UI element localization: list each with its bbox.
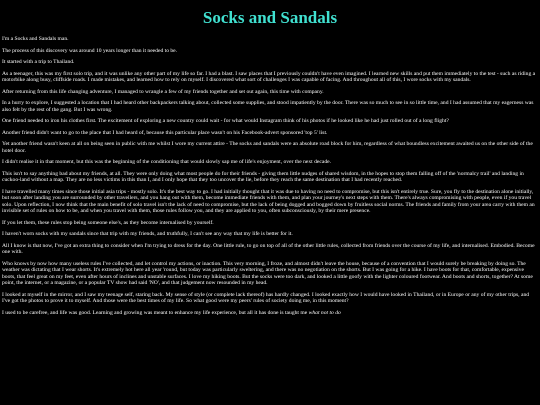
paragraph: Yet another friend wasn't keen at all on being seen in public with me whilst I wore my current attire - The socks and sandals were an absolute road block for him, regardless of what boundless excitement awaited us on the other side of the hotel door. [2, 141, 533, 154]
paragraph: In a hurry to explore, I suggested a location that I had heard other backpackers talking about, collected some supplies, and stood impatiently by the door. There was so much to see in so little time, and I had assumed that my eagerness was also felt by the rest of the gang. But I was wrong. [2, 100, 534, 113]
paragraph: I looked at myself in the mirror, and I saw my teenage self, staring back. My sense of style (or complete lack thereof) has hardly changed. I looked exactly how I would have looked in Thailand, or in Europe or any of my other trips, and I've got the photos to prove it to myself. And those were the best times of my life. So what good were my peers' rules of society doing me, in this moment? [2, 291, 530, 304]
paragraph: One friend needed to iron his clothes first. The excitement of exploring a new country could wait - for what would Instagram think of his photos if he looked like he had just rolled out of a long flight? [2, 118, 449, 124]
paragraph: It started with a trip to Thailand. [2, 59, 75, 65]
paragraph-emphasis: what not to do [308, 309, 341, 316]
paragraph: All I know is that now, I've got an extra thing to consider when I'm trying to dress for the day. One little rule, to go on top of all of the other little rules, collected from friends over the course of my life, and internalised. Embodied. Become one with. [2, 242, 535, 255]
paragraph: Who knows by now how many useless rules I've collected, and let control my actions, or inaction. This very morning, I froze, and almost didn't leave the house, because of a convention that I would surely be breaking by doing so. The weather was dictating that I wear shorts. It's extremely hot here all year 'round, but today was particularly sweltering, and there was no negotiation on the shorts. But I was going for a hike. I have boots for that, comfortable, expensive boots, that feel great on my feet, even after hours of inclines and unstable surfaces. I love my hiking boots. But the socks were too dark, and looked a little goofy with the lighter coloured footwear. And boots and shorts, together? At some point, the internet, or a magazine, or a popular TV show had said 'NO', and that judgement now resounded in my head. [2, 260, 533, 286]
paragraph-last-text: I used to be carefree, and life was good. Learning and growing was meant to enhance my life experience, but all it has done is taught me [2, 309, 308, 316]
paragraph: I haven't worn socks with my sandals since that trip with my friends, and truthfully, I can't see any way that my life is better for it. [2, 231, 293, 237]
paragraph: I didn't realise it in that moment, but this was the beginning of the conditioning that would slowly sap me of life's enjoyment, over the next decade. [2, 159, 332, 165]
page-title: Socks and Sandals [202, 8, 338, 27]
paragraph: I'm a Socks and Sandals man. [2, 36, 69, 42]
paragraph: I have travelled many times since those initial asia trips - mostly solo. It's the best way to go. I had initially thought that it was due to having no need to compromise, but this isn't entirely true. Sure, you fly to the destination alone initially, but soon after landing you are surrounded by other travellers, and you hang out with them, become immediate friends with them, and plan your journey's next steps with them. There's always compromising with people, even if you travel solo. Upon reflection, I now think that the main benefit of solo travel isn't the lack of need to compromise, but the lack of being dogged and bogged down by fruitless social norms. The friends and family from your area carry with them an invisible set of rules on how to be, and when you travel with them, those rules follow you, and they are applied to you, often subconsciously, by their mere presence. [2, 188, 535, 214]
paragraph-last [2, 310, 538, 317]
paragraph: The process of this discovery was around 10 years longer than it needed to be. [2, 47, 178, 54]
paragraph: After returning from this life changing adventure, I managed to wrangle a few of my friends together and set out again, this time with company. [2, 88, 324, 95]
paragraph: This isn't to say anything bad about my friends, at all. They were only doing what most people do for their friends - giving them little nudges of shared wisdom, in the hopes to stop them falling off of the 'normalcy trail' and landing in cuckoo-land without a map. They are no less victims in this than I, and I only hope that they too uncover the lie, before they reach the same destination that I had recently reached. [2, 170, 524, 183]
paragraph: Another friend didn't want to go to the place that I had heard of, because this particular place wasn't on his Facebook-advert sponsored 'top 5' list. [2, 129, 328, 136]
paragraph: As a teenager, this was my first solo trip, and it was unlike any other part of my life so far. I had a blast. I saw places that I previously couldn't have even imagined. I learned new skills and put them immediately to the test - such as riding a motorbike along busy, cliffside roads. I made mistakes, and learned how to rely on myself. I discovered what sort of challenges I was capable of facing. And throughout all of this, I wore socks with my sandals. [2, 70, 536, 83]
paragraph: If you let them, these rules stop being someone else's, as they become internalised by yourself. [2, 219, 214, 226]
